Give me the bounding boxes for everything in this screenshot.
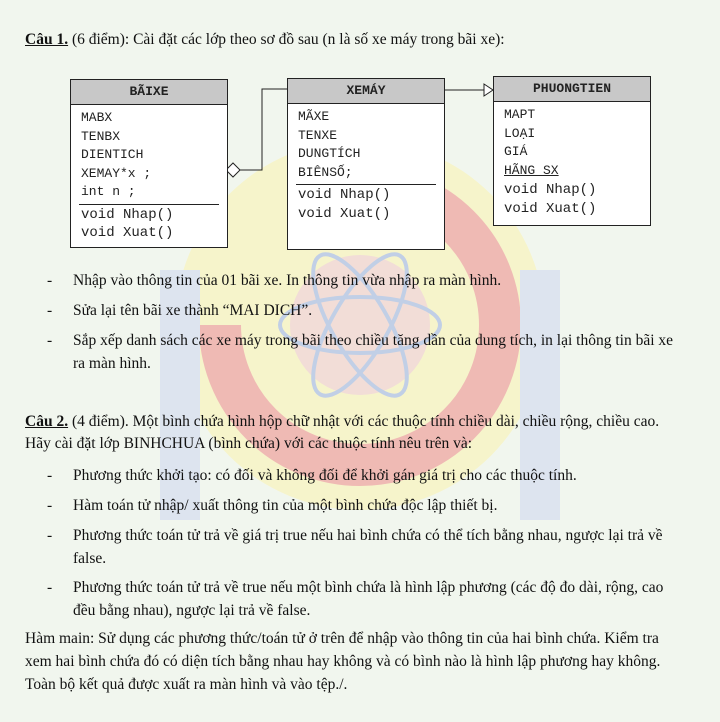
class-operations [71, 205, 227, 243]
bullet-text: Phương thức toán tử trả về giá trị true nếu hai bình chứa có thể tích bằng nhau, ngược lại trả về false. [73, 527, 663, 567]
q2-label: Câu 2. [25, 413, 69, 430]
bullet-text: Phương thức khởi tạo: có đối và không đối để khởi gán giá trị cho các thuộc tính. [73, 467, 577, 484]
attribute: int n ; [81, 184, 136, 199]
bullet-text: Hàm toán tử nhập/ xuất thông tin của một bình chứa độc lập thiết bị. [73, 497, 498, 514]
q1-bullet: - Sắp xếp danh sách các xe máy trong bãi theo chiều tăng dần của dung tích, in lại thông tin bãi xe ra màn hình. [47, 329, 687, 375]
q1-bullet: - Nhập vào thông tin của 01 bãi xe. In thông tin vừa nhập ra màn hình. [47, 269, 687, 292]
inheritance-arrow-icon [484, 84, 493, 96]
attribute: MABX [81, 110, 113, 125]
q2-main-paragraph: Hàm main: Sử dụng các phương thức/toán tử ở trên để nhập vào thông tin của hai bình chứa. Kiểm tra xem hai bình chứa đó có diện tích bằng nhau hay không và có bình nào là hình lập phương hay không. Toàn bộ kết quả được xuất ra màn hình và vào tệp./. [25, 630, 661, 693]
uml-class-phuongtien [493, 76, 651, 226]
uml-class-baixe [70, 79, 228, 248]
operation: void Nhap() [81, 206, 174, 223]
q2-bullet: - Hàm toán tử nhập/ xuất thông tin của một bình chứa độc lập thiết bị. [47, 494, 687, 517]
bullet-text: Sắp xếp danh sách các xe máy trong bãi theo chiều tăng dần của dung tích, in lại thông tin bãi xe ra màn hình. [73, 332, 674, 372]
operation: void Nhap() [504, 182, 597, 198]
q2-bullet: - Phương thức toán tử trả về true nếu một bình chứa là hình lập phương (các độ đo dài, rộng, cao đều bằng nhau), ngược lại trả về false. [47, 576, 687, 622]
attribute: GIÁ [504, 144, 528, 159]
q1-bullet: - Sửa lại tên bãi xe thành “MAI DICH”. [47, 299, 687, 322]
class-name: XEMÁY [288, 79, 444, 104]
q2-intro [25, 411, 685, 455]
q1-label: Câu 1. [25, 31, 69, 48]
attribute: TENXE [298, 127, 338, 143]
operation: void Xuat() [81, 225, 174, 241]
uml-class-xemay [287, 78, 445, 250]
attribute: DUNGTÍCH [298, 146, 361, 161]
bullet-text: Nhập vào thông tin của 01 bãi xe. In thông tin vừa nhập ra màn hình. [73, 272, 502, 289]
operation: void Xuat() [504, 200, 597, 217]
attribute: BIÊNSỐ; [298, 164, 353, 180]
attribute: HÃNG_SX [504, 162, 559, 178]
operation: void Xuat() [298, 205, 391, 222]
class-attributes [71, 105, 227, 202]
attribute: DIENTICH [81, 147, 144, 162]
aggregation-diamond-icon [226, 163, 240, 177]
class-name: PHUONGTIEN [494, 77, 650, 102]
attribute: MÃXE [298, 109, 330, 124]
q1-title-text: (6 điểm): Cài đặt các lớp theo sơ đồ sau (n là số xe máy trong bãi xe): [68, 31, 505, 48]
attribute: MAPT [504, 107, 536, 122]
class-operations [494, 180, 650, 218]
bullet-text: Sửa lại tên bãi xe thành “MAI DICH”. [73, 302, 313, 319]
q2-intro-text: (4 điểm). Một bình chứa hình hộp chữ nhật với các thuộc tính chiều dài, chiều rộng, chiều cao. Hãy cài đặt lớp BINHCHUA (bình chứa) với các thuộc tính nêu trên và: [25, 413, 660, 452]
class-attributes [288, 104, 444, 182]
bullet-text: Phương thức toán tử trả về true nếu một bình chứa là hình lập phương (các độ đo dài, rộng, cao đều bằng nhau), ngược lại trả về false. [73, 579, 664, 619]
attribute: TENBX [81, 128, 121, 144]
class-attributes [494, 102, 650, 180]
operation: void Nhap() [298, 187, 391, 203]
attribute: XEMAY*x ; [81, 165, 152, 181]
q2-bullet: - Phương thức toán tử trả về giá trị true nếu hai bình chứa có thể tích bằng nhau, ngược lại trả về false. [47, 524, 687, 570]
class-operations [288, 185, 444, 223]
attribute: LOẠI [504, 125, 536, 141]
class-name: BÃIXE [71, 80, 227, 105]
q2-bullet: - Phương thức khởi tạo: có đối và không đối để khởi gán giá trị cho các thuộc tính. [47, 464, 687, 487]
